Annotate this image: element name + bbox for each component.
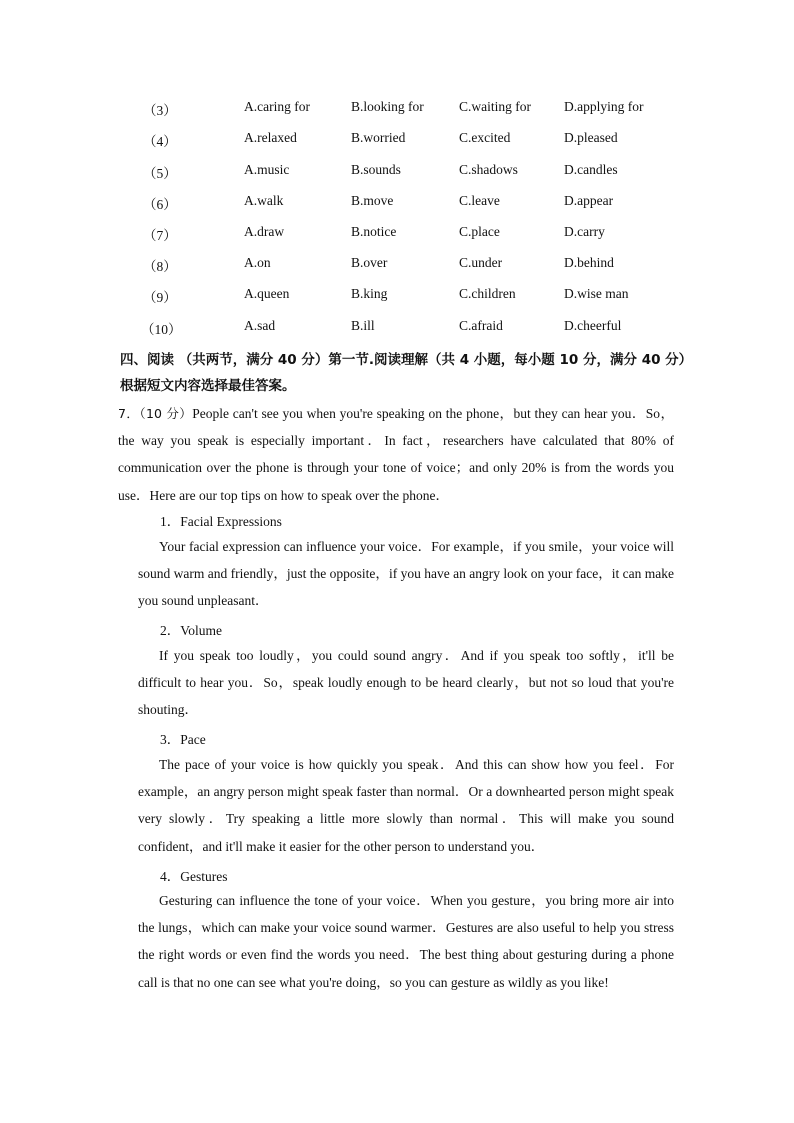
option-b: B.worried xyxy=(351,130,406,145)
tip-heading: 4．Gestures xyxy=(160,869,228,884)
tip-heading: 1．Facial Expressions xyxy=(160,514,282,529)
tip-heading: 3．Pace xyxy=(160,732,206,747)
option-number: （4） xyxy=(143,134,177,149)
option-row xyxy=(0,318,794,338)
option-a: A.draw xyxy=(244,224,285,239)
option-b: B.move xyxy=(351,193,394,208)
question-intro xyxy=(118,400,674,509)
tip-paragraph: The pace of your voice is how quickly you speak．And this can show how you feel．For example，an angry person might speak faster than normal．Or a downhearted person might speak very slowly．Try speaking a little more slowly than normal．This will make you sound confident，and it'll make it easier for the other person to understand you． xyxy=(138,757,674,854)
option-c: C.leave xyxy=(459,193,500,208)
option-row xyxy=(0,224,794,244)
option-c: C.excited xyxy=(459,130,511,145)
option-d: D.cheerful xyxy=(564,318,622,333)
option-a: A.on xyxy=(244,255,271,270)
option-a: A.queen xyxy=(244,286,290,301)
option-row xyxy=(0,255,794,275)
option-row xyxy=(0,162,794,182)
option-d: D.wise man xyxy=(564,286,629,301)
option-row xyxy=(0,286,794,306)
option-c: C.under xyxy=(459,255,503,270)
tip-heading: 2．Volume xyxy=(160,623,223,638)
option-number: （10） xyxy=(141,322,182,337)
option-number: （7） xyxy=(143,228,177,243)
option-c: C.shadows xyxy=(459,162,518,177)
option-number: （8） xyxy=(143,259,177,274)
option-d: D.behind xyxy=(564,255,614,270)
option-d: D.candles xyxy=(564,162,618,177)
option-b: B.over xyxy=(351,255,388,270)
option-d: D.carry xyxy=(564,224,605,239)
option-b: B.king xyxy=(351,286,388,301)
option-number: （5） xyxy=(143,166,177,181)
option-c: C.waiting for xyxy=(459,99,531,114)
tip-paragraph: Your facial expression can influence your voice．For example，if you smile，your voice will sound warm and friendly，just the opposite，if you have an angry look on your face，it can make you sound unpleasant． xyxy=(138,539,674,609)
option-row xyxy=(0,193,794,213)
intro-text: People can't see you when you're speaking on the phone，but they can hear you．So，the way you speak is especially important．In fact，researchers have calculated that 80% of communication over the phone is through your tone of voice；and only 20% is from the words you use．Here are our top tips on how to speak over the phone． xyxy=(118,406,674,503)
section-instruction: 根据短文内容选择最佳答案。 xyxy=(120,378,296,394)
option-b: B.ill xyxy=(351,318,375,333)
question-number: 7．（10 分） xyxy=(118,406,193,421)
option-number: （6） xyxy=(143,197,177,212)
option-row xyxy=(0,99,794,119)
option-a: A.walk xyxy=(244,193,284,208)
option-a: A.music xyxy=(244,162,290,177)
tip-paragraph: If you speak too loudly，you could sound angry．And if you speak too softly，it'll be difficult to hear you．So，speak loudly enough to be heard clearly，but not so loud that you're shouting． xyxy=(138,648,674,718)
section-heading: 四、阅读 （共两节，满分 40 分）第一节.阅读理解（共 4 小题，每小题 10 分，满分 40 分） xyxy=(120,352,693,368)
option-row xyxy=(0,130,794,150)
option-b: B.looking for xyxy=(351,99,424,114)
option-number: （3） xyxy=(143,103,177,118)
option-a: A.relaxed xyxy=(244,130,297,145)
option-b: B.notice xyxy=(351,224,397,239)
option-d: D.appear xyxy=(564,193,614,208)
option-c: C.afraid xyxy=(459,318,503,333)
option-b: B.sounds xyxy=(351,162,401,177)
option-a: A.caring for xyxy=(244,99,310,114)
option-c: C.place xyxy=(459,224,500,239)
option-a: A.sad xyxy=(244,318,276,333)
tip-paragraph: Gesturing can influence the tone of your voice．When you gesture，you bring more air into the lungs，which can make your voice sound warmer．Gestures are also useful to help you stress the right words or even find the words you need．The best thing about gesturing during a phone call is that no one can see what you're doing，so you can gesture as wildly as you like! xyxy=(138,893,674,990)
option-d: D.applying for xyxy=(564,99,644,114)
option-number: （9） xyxy=(143,290,177,305)
option-c: C.children xyxy=(459,286,516,301)
option-d: D.pleased xyxy=(564,130,618,145)
